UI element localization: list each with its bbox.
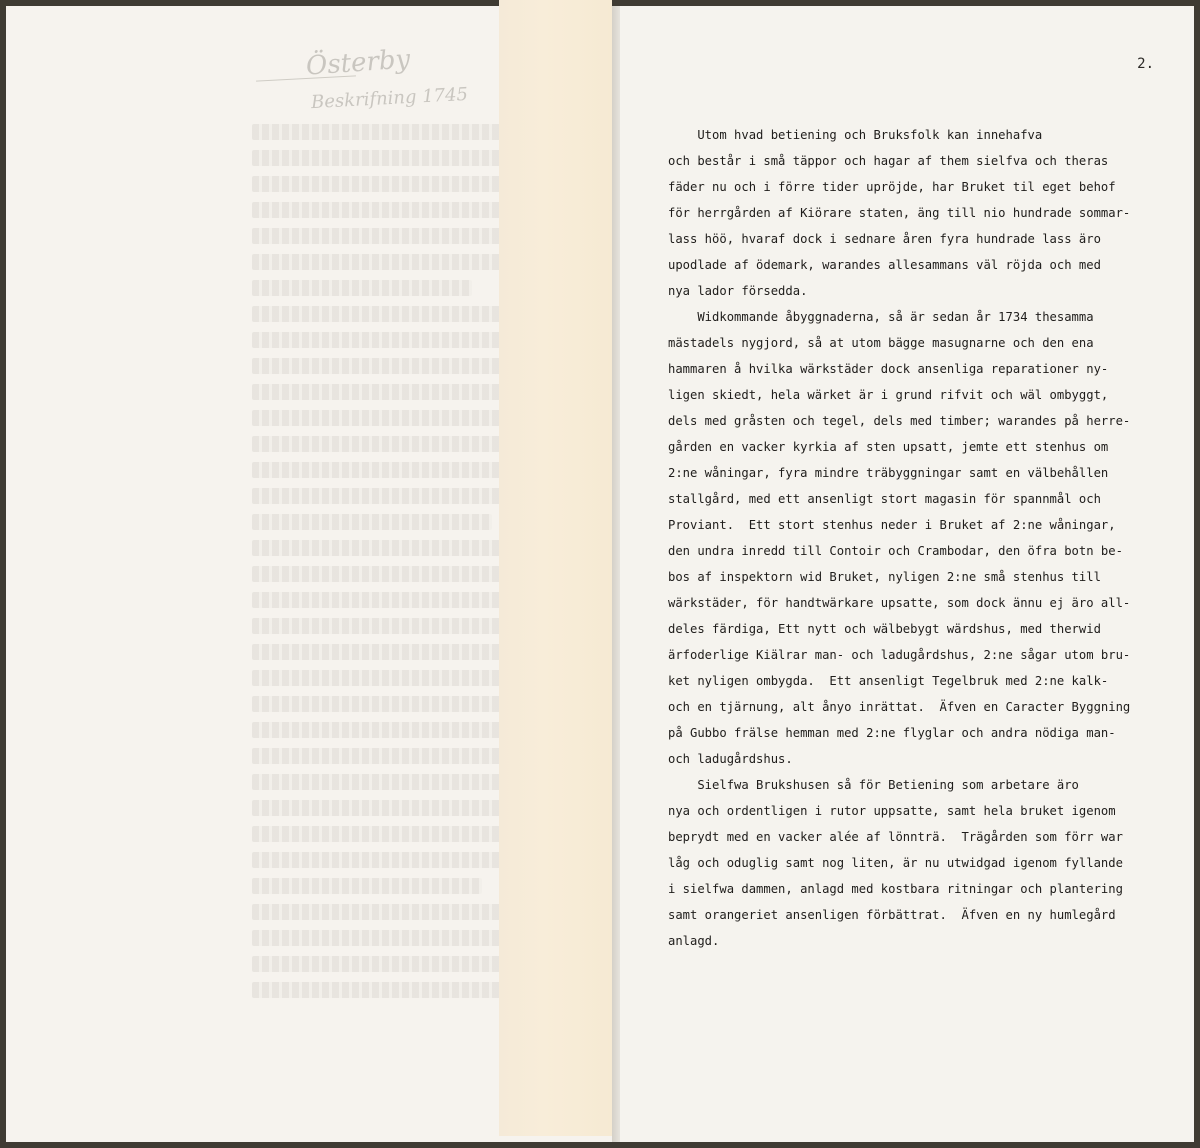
text-line: beprydt med en vacker alée af lönnträ. Trägården som förr war — [668, 830, 1123, 844]
text-line: Utom hvad betiening och Bruksfolk kan innehafva — [668, 128, 1043, 142]
text-line: 2:ne wåningar, fyra mindre träbyggningar samt en välbehållen — [668, 466, 1109, 480]
text-line: och består i små täppor och hagar af them sielfva och theras — [668, 154, 1109, 168]
text-line: i sielfwa dammen, anlagd med kostbara ritningar och plantering — [668, 882, 1123, 896]
text-line: nya och ordentligen i rutor uppsatte, samt hela bruket igenom — [668, 804, 1116, 818]
text-line: Sielfwa Brukshusen så för Betiening som arbetare äro — [668, 778, 1079, 792]
text-line: och en tjärnung, alt ånyo inrättat. Äfven en Caracter Byggning — [668, 700, 1131, 714]
text-line: dels med gråsten och tegel, dels med timber; warandes på herre- — [668, 414, 1131, 428]
text-line: anlagd. — [668, 934, 720, 948]
bleed-line — [252, 228, 522, 244]
text-line: Widkommande åbyggnaderna, så är sedan år 1734 thesamma — [668, 310, 1094, 324]
text-line: ärfoderlige Kiälrar man- och ladugårdshus, 2:ne sågar utom bru- — [668, 648, 1131, 662]
bleed-line — [252, 280, 472, 296]
text-line: bos af inspektorn wid Bruket, nyligen 2:ne små stenhus till — [668, 570, 1101, 584]
pencil-note-subtitle: Beskrifning 1745 — [310, 83, 469, 114]
text-line: ligen skiedt, hela wärket är i grund rifvit och wäl ombyggt, — [668, 388, 1109, 402]
text-line: låg och oduglig samt nog liten, är nu utwidgad igenom fyllande — [668, 856, 1123, 870]
typewritten-text — [668, 122, 1168, 954]
page-number: 2. — [1137, 56, 1154, 72]
text-line: upodlade af ödemark, warandes allesammans väl röjda och med — [668, 258, 1101, 272]
text-line: Proviant. Ett stort stenhus neder i Bruket af 2:ne wåningar, — [668, 518, 1116, 532]
text-line: för herrgården af Kiörare staten, äng till nio hundrade sommar- — [668, 206, 1131, 220]
text-line: samt orangeriet ansenligen förbättrat. Äfven en ny humlegård — [668, 908, 1116, 922]
text-line: mästadels nygjord, så at utom bägge masugnarne och den ena — [668, 336, 1094, 350]
pencil-note-title: Österby — [305, 44, 412, 82]
text-line: lass höö, hvaraf dock i sednare åren fyra hundrade lass äro — [668, 232, 1101, 246]
paper-tape-strip — [499, 0, 612, 1136]
bleed-line — [252, 150, 502, 166]
text-line: den undra inredd till Contoir och Crambodar, den öfra botn be- — [668, 544, 1123, 558]
text-line: fäder nu och i förre tider upröjde, har Bruket til eget behof — [668, 180, 1116, 194]
text-line: gården en vacker kyrkia af sten upsatt, jemte ett stenhus om — [668, 440, 1109, 454]
text-line: nya lador försedda. — [668, 284, 808, 298]
text-line: och ladugårdshus. — [668, 752, 793, 766]
text-line: ket nyligen ombygda. Ett ansenligt Tegelbruk med 2:ne kalk- — [668, 674, 1109, 688]
bleed-line — [252, 514, 492, 530]
text-line: stallgård, med ett ansenligt stort magasin för spannmål och — [668, 492, 1101, 506]
text-line: hammaren å hvilka wärkstäder dock ansenliga reparationer ny- — [668, 362, 1109, 376]
bleed-line — [252, 878, 482, 894]
text-line: på Gubbo frälse hemman med 2:ne flyglar och andra nödiga man- — [668, 726, 1116, 740]
text-line: wärkstäder, för handtwärkare upsatte, som dock ännu ej äro all- — [668, 596, 1131, 610]
text-line: deles färdiga, Ett nytt och wälbebygt wärdshus, med therwid — [668, 622, 1101, 636]
